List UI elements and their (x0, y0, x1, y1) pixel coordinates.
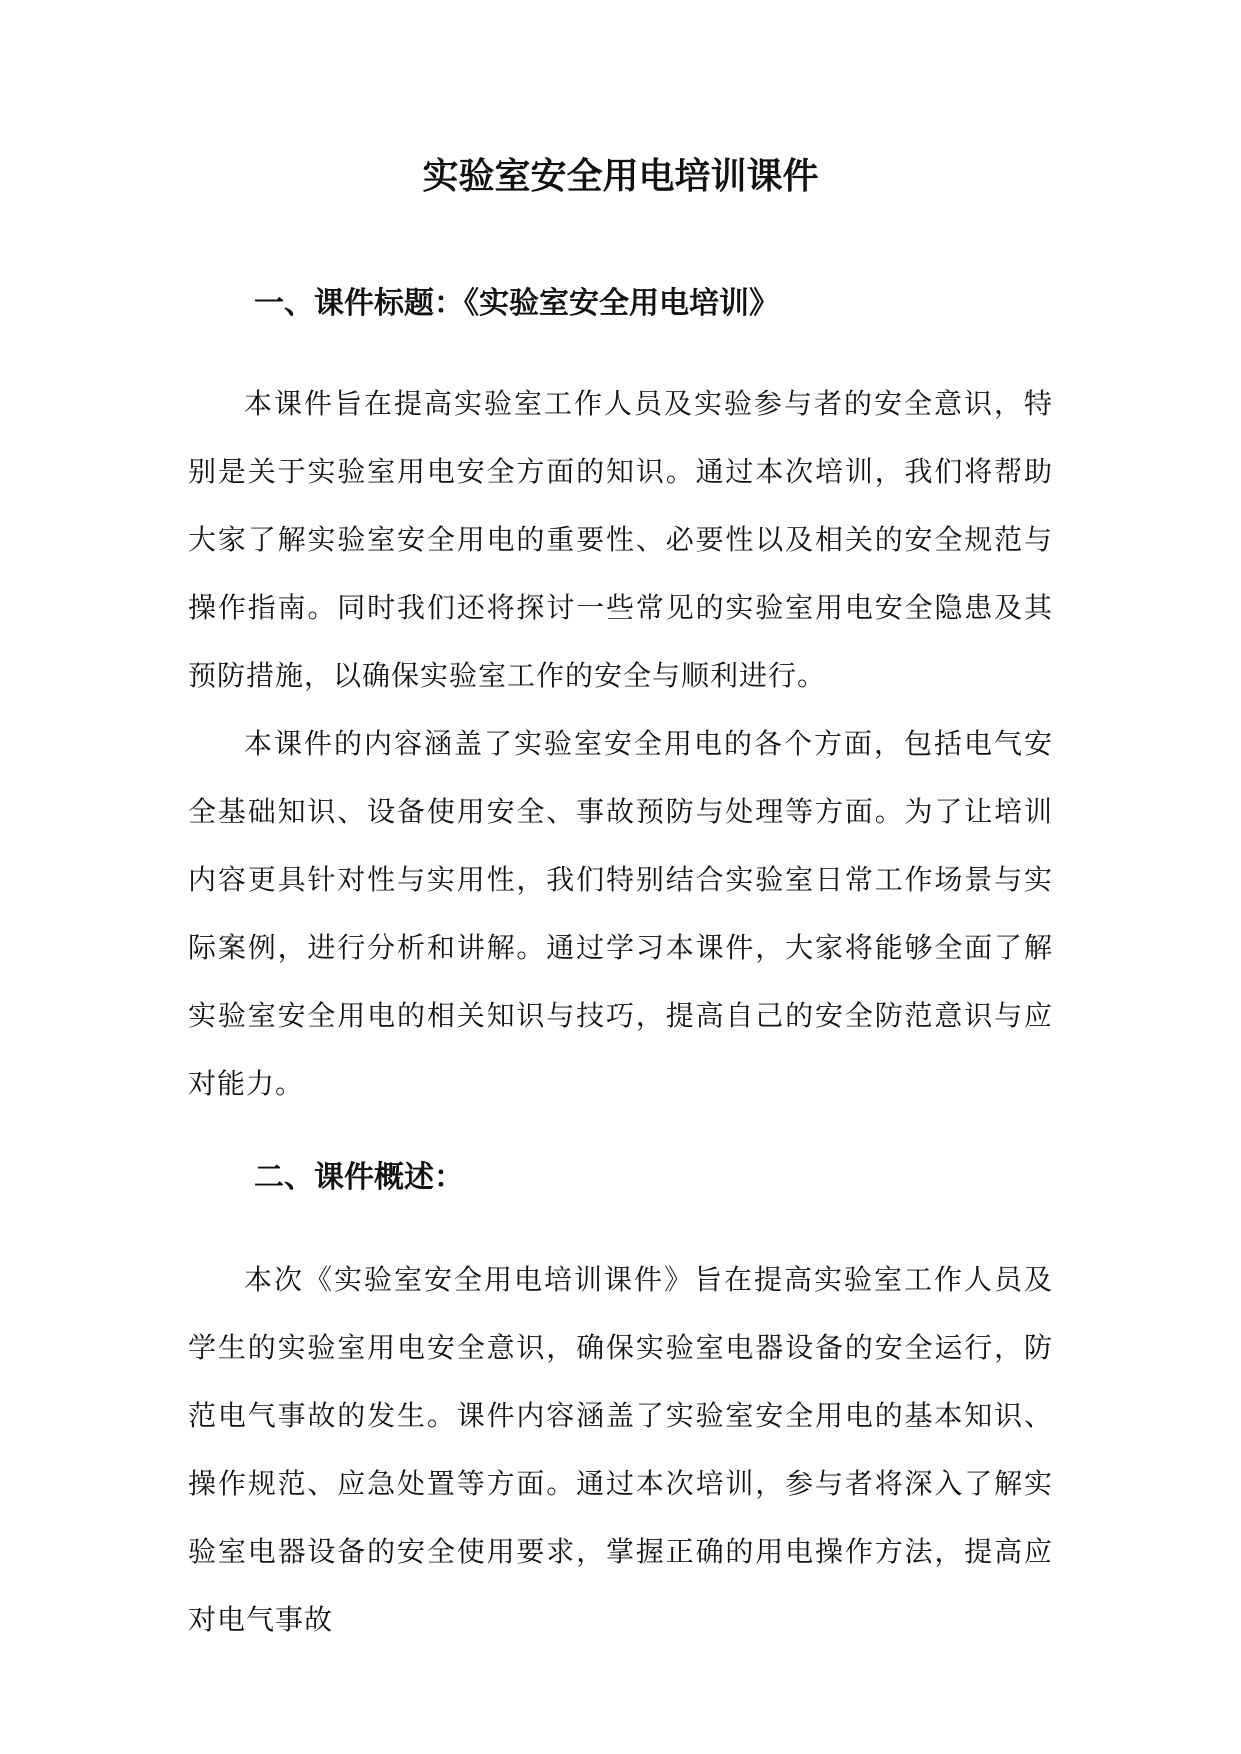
paragraph: 本课件的内容涵盖了实验室安全用电的各个方面，包括电气安全基础知识、设备使用安全、事故预防与处理等方面。为了让培训内容更具针对性与实用性，我们特别结合实验室日常工作场景与实际案例，进行分析和讲解。通过学习本课件，大家将能够全面了解实验室安全用电的相关知识与技巧，提高自己的安全防范意识与应对能力。 (188, 727, 1053, 1100)
paragraph: 本课件旨在提高实验室工作人员及实验参与者的安全意识，特别是关于实验室用电安全方面的知识。通过本次培训，我们将帮助大家了解实验室安全用电的重要性、必要性以及相关的安全规范与操作指南。同时我们还将探讨一些常见的实验室用电安全隐患及其预防措施，以确保实验室工作的安全与顺利进行。 (188, 387, 1053, 692)
section-heading: 二、课件概述： (254, 1160, 464, 1195)
section-course-overview (188, 1158, 1053, 1654)
section-heading: 一、课件标题：《实验室安全用电培训》 (254, 286, 779, 321)
document-title: 实验室安全用电培训课件 (422, 155, 819, 197)
section-course-title (188, 284, 1053, 1118)
paragraph: 本次《实验室安全用电培训课件》旨在提高实验室工作人员及学生的实验室用电安全意识，确保实验室电器设备的安全运行，防范电气事故的发生。课件内容涵盖了实验室安全用电的基本知识、操作规范、应急处置等方面。通过本次培训，参与者将深入了解实验室电器设备的安全使用要求，掌握正确的用电操作方法，提高应对电气事故 (188, 1263, 1053, 1636)
